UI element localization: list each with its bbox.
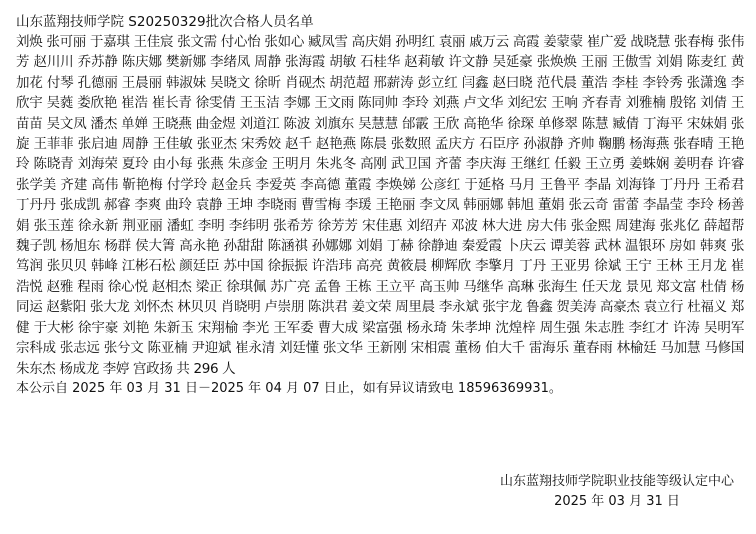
issuer-name: 山东蓝翔技师学院职业技能等级认定中心 [499, 474, 734, 489]
list-title: 山东蓝翔技师学院 S20250329批次合格人员名单 [16, 14, 314, 30]
qualified-names-list: 刘焕 张可丽 于嘉琪 王佳宸 张文需 付心怡 张如心 臧凤雪 高庆娟 孙明红 袁丽 戚万云 高霞 姜蒙蒙 崔广爱 战晓慧 张春梅 张伟芳 赵川川 乔苏静 陈庆娜 樊新娜 李绪凤 周静 张海霞 胡敏 石桂华 赵莉敏 许文静 吴延豪 张焕焕 王丽 王傲雪 刘娟 陈麦红 黄加花 付琴 孔德丽 王晨丽 韩淑妹 吴晓文 徐昕 肖砚杰 胡范超 邢薪涛 彭立红 闫鑫 赵曰晓 范代晨 董浩 李桂 李铃秀 张潇逸 李欣宇 吴蕤 娄欣艳 崔浩 崔长青 徐雯倩 王玉洁 李娜 王文雨 陈同帅 李玲 刘燕 卢文华 刘纪宏 王响 齐春青 刘雅楠 殷铭 刘倩 王苗苗 吴文凤 潘杰 单婵 王晓燕 曲金煜 刘道江 陈波 刘旗东 吴慧慧 邰霰 王欣 高艳华 徐琛 单修翠 陈慧 臧倩 丁海平 宋妹娟 张旋 王菲菲 张启迪 周静 王佳敏 张亚杰 宋秀姣 赵千 赵艳燕 陈晨 张数照 孟庆方 石臣序 孙淑静 齐帅 鞠鹏 杨海燕 张春晴 王艳玲 陈晓青 刘海荣 夏玲 由小每 张燕 朱彦金 王明月 朱兆冬 高刚 武卫国 齐蕾 李庆海 王继红 任毅 王立勇 姜蛛娴 姜明春 许睿 张学美 齐建 高伟 靳艳梅 付学玲 赵金兵 李爱英 李高德 董霞 李焕娣 公彦红 于延格 马月 王鲁平 李晶 刘海锋 丁丹丹 王希君 丁丹丹 张成凯 郝睿 李爽 曲玲 袁静 王坤 李晓雨 曹雪梅 李瑗 王艳丽 李文凤 韩丽娜 韩旭 董娟 张云奇 雷蕾 李晶莹 李玲 杨善娟 张玉莲 徐永新 荆亚丽 潘虹 李明 李纬明 张希芳 徐芳芳 宋佳惠 刘绍卉 邓波 林大进 房大伟 张金熙 周建海 张兆亿 薛超帮 魏子凯 杨旭东 杨群 侯大箐 高永艳 孙甜甜 陈涵祺 孙娜娜 刘娟 丁赫 徐静迪 秦爱霞 卜庆云 谭美蓉 武林 温银环 房如 韩爽 张笃润 张贝贝 韩峰 江彬石松 颜廷臣 苏中国 徐振振 许浩玮 高亮 黄筱晨 柳辉欣 李擎月 丁丹 王亚男 徐斌 王宁 王林 王月龙 崔浩悦 赵雅 程雨 徐心悦 赵相杰 梁正 徐琪佩 苏广亮 孟鲁 王栋 王立平 高玉帅 马继华 高琳 张海生 任天龙 景见 郑文富 杜倩 杨同运 赵紫阳 张大龙 刘怀杰 林贝贝 肖晓明 卢崇朋 陈洪君 姜文荣 周里晨 李永斌 张宇龙 鲁鑫 贺美涛 高豪杰 袁立行 杜福义 郑健 于大彬 徐宇豪 刘艳 朱新玉 宋翔榆 李光 王军委 曹大成 梁富强 杨永琦 朱孝坤 沈煌梓 周生强 朱志胜 李红才 许涛 吴明军 宗科成 张志远 张兮文 陈亚楠 尹迎斌 崔永清 刘廷懂 张文华 王新刚 宋相震 董杨 伯大千 雷海乐 董春雨 林榆廷 马加慧 马修国 朱东杰 杨成龙 李婷 宫政扬 共 296 人 [16, 34, 744, 377]
issue-date: 2025 年 03 月 31 日 [554, 494, 680, 509]
public-notice: 本公示自 2025 年 03 月 31 日－2025 年 04 月 07 日止，如有异议请致电 18596369931。 [16, 380, 562, 396]
document-body [16, 12, 744, 399]
signature-block [500, 472, 734, 512]
